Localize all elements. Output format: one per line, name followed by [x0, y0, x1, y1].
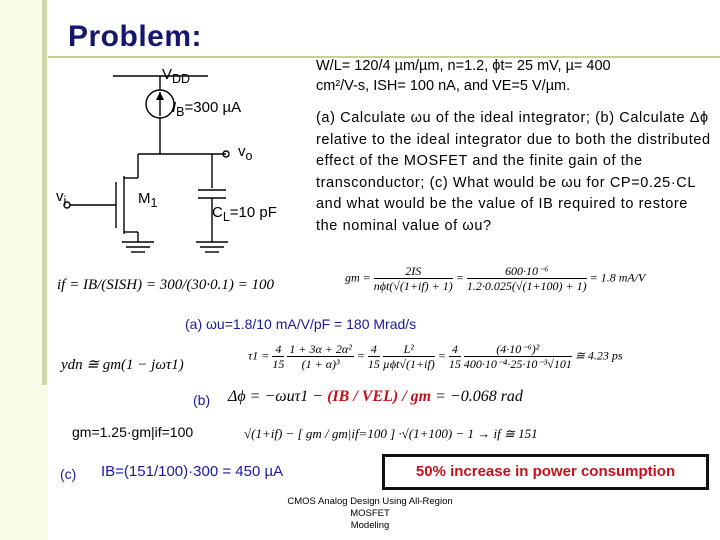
- mosfet-label: $M_1$: [138, 190, 158, 210]
- slide-sidebar: [0, 0, 48, 540]
- problem-question: (a) Calculate ωu of the ideal integrator; (b) Calculate Δϕ relative to the ideal integrator due to both the distributed effect of the MOSFET and the finite gain of the transconductor; (c) What would be ωu for CP=0.25·CL and what would be the value of IB required to restore the nominal value of ωu?: [316, 110, 711, 234]
- time-constant-equation: τ1 = $\frac{4}{15}$ $\frac{\text{1 + 3α + 2α²}}{\text{(1 + α)³}}$ = $\frac{4}{15}$ $\frac{\text{L²}}{\text{µϕt√(1+if)}}$ = $\frac{4}{15}$ $\frac{\text{(4·10⁻⁶)²}}{\text{400·10⁻⁴·25·10⁻³√101}}$ ≅ 4.23 ps: [248, 342, 623, 371]
- phase-error-equation: Δϕ = −ωuτ1 − (IB / VEL) / gm = −0.068 rad: [228, 388, 523, 405]
- output-label: $v_o$: [238, 143, 253, 163]
- load-capacitor-label: $C_L=10$ pF: [212, 204, 277, 224]
- current-source-arrow-head: [156, 92, 164, 100]
- vdd-label: $V_{DD}$: [162, 66, 191, 86]
- distributed-admittance-equation: ydn ≅ gm(1 − jωτ1): [61, 357, 184, 373]
- parameters-line-1: W/L= 120/4 µm/µm, n=1.2, ϕt= 25 mV, µ= 400: [316, 58, 611, 74]
- problem-parameters: [316, 56, 711, 96]
- label-c: (c): [60, 466, 77, 482]
- label-b: (b): [193, 392, 211, 408]
- gm-condition: gm=1.25·gm|if=100: [72, 424, 194, 440]
- slide-title: Problem:: [68, 20, 203, 53]
- footer-line-2: Modeling: [350, 520, 390, 531]
- transconductance-equation: gm = $\frac{2IS}{\text{nϕt(√(1+if) + 1)}}$ = $\frac{\text{600·10⁻⁶}}{1.2\cdot 0.025(√(1+100) + 1)}$ = 1.8 mA/V: [345, 264, 646, 293]
- parameters-line-2: cm²/V-s, ISH= 100 nA, and VE=5 V/µm.: [316, 78, 571, 94]
- answer-a: (a) ωu=1.8/10 mA/V/pF = 180 Mrad/s: [185, 316, 417, 332]
- power-consumption-note: 50% increase in power consumption: [415, 463, 676, 480]
- circuit-diagram: [48, 58, 300, 280]
- sidebar-accent-bar: [42, 0, 47, 385]
- answer-c: IB=(151/100)·300 = 450 µA: [101, 463, 284, 480]
- bias-current-label: $I_B=300$ µA: [172, 99, 242, 119]
- input-label: $v_i$: [56, 188, 67, 208]
- inversion-level-solution: √(1+if) − [ gm / gm|if=100 ] ·√(1+100) − 1 → if ≅ 151: [244, 426, 538, 441]
- finite-gain-term: (IB / VEL) / gm: [327, 388, 432, 405]
- footer-line-1: CMOS Analog Design Using All-Region MOSFET: [287, 496, 453, 519]
- slide-footer: [270, 496, 470, 532]
- inversion-level-equation: if = IB/(SISH) = 300/(30·0.1) = 100: [57, 277, 275, 293]
